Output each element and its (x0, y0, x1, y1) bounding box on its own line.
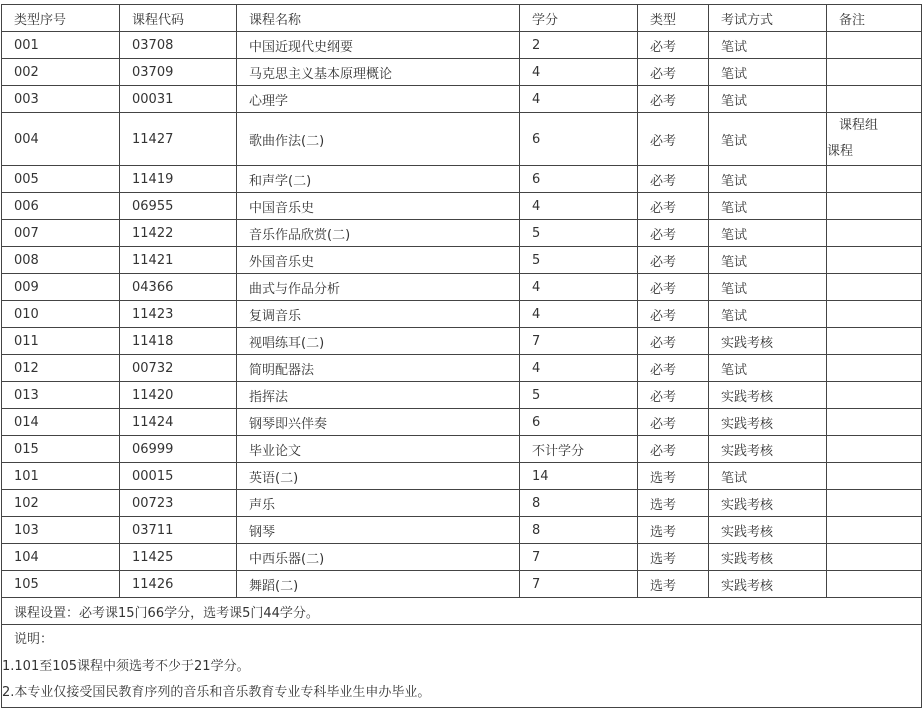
cell-note (827, 544, 922, 571)
explanation-title: 说明： (14, 632, 54, 647)
cell-name: 简明配器法 (237, 355, 520, 382)
cell-code: 11420 (120, 382, 237, 409)
cell-type: 必考 (638, 193, 709, 220)
table-row (2, 355, 922, 382)
table-row (2, 436, 922, 463)
explanation-line: 2.本专业仅接受国民教育序列的音乐和音乐教育专业专科毕业生申办毕业。 (2, 685, 431, 700)
cell-name: 声乐 (237, 490, 520, 517)
table-row (2, 382, 922, 409)
cell-exam: 笔试 (709, 59, 827, 86)
cell-code: 11425 (120, 544, 237, 571)
cell-credit: 8 (520, 517, 638, 544)
cell-code: 00015 (120, 463, 237, 490)
table-row (2, 166, 922, 193)
cell-code: 11421 (120, 247, 237, 274)
cell-name: 曲式与作品分析 (237, 274, 520, 301)
explanation-row (2, 625, 922, 708)
explanation-line: 1.101至105课程中须选考不少于21学分。 (2, 658, 250, 674)
cell-note (827, 409, 922, 436)
cell-name: 指挥法 (237, 382, 520, 409)
table-row (2, 247, 922, 274)
cell-note (827, 274, 922, 301)
table-row (2, 490, 922, 517)
cell-type: 必考 (638, 355, 709, 382)
cell-credit: 5 (520, 220, 638, 247)
cell-exam: 实践考核 (709, 490, 827, 517)
table-row (2, 32, 922, 59)
cell-type: 必考 (638, 328, 709, 355)
header-cell-name: 课程名称 (237, 5, 520, 32)
cell-exam: 笔试 (709, 86, 827, 113)
cell-exam: 笔试 (709, 463, 827, 490)
cell-credit: 4 (520, 193, 638, 220)
cell-seq: 103 (2, 517, 120, 544)
table-row (2, 328, 922, 355)
cell-type: 选考 (638, 490, 709, 517)
cell-credit: 5 (520, 247, 638, 274)
cell-note (827, 220, 922, 247)
cell-code: 11424 (120, 409, 237, 436)
cell-exam: 实践考核 (709, 571, 827, 598)
cell-type: 必考 (638, 382, 709, 409)
cell-exam: 笔试 (709, 301, 827, 328)
cell-seq: 015 (2, 436, 120, 463)
table-row (2, 220, 922, 247)
cell-name: 歌曲作法(二) (237, 113, 520, 166)
cell-credit: 2 (520, 32, 638, 59)
cell-seq: 006 (2, 193, 120, 220)
cell-exam: 笔试 (709, 247, 827, 274)
cell-seq: 012 (2, 355, 120, 382)
cell-code: 03711 (120, 517, 237, 544)
cell-exam: 实践考核 (709, 328, 827, 355)
cell-credit: 6 (520, 409, 638, 436)
cell-seq: 005 (2, 166, 120, 193)
cell-credit: 14 (520, 463, 638, 490)
cell-seq: 002 (2, 59, 120, 86)
cell-type: 必考 (638, 436, 709, 463)
cell-note (827, 59, 922, 86)
cell-exam: 笔试 (709, 193, 827, 220)
cell-type: 必考 (638, 409, 709, 436)
table-row (2, 544, 922, 571)
cell-name: 英语(二) (237, 463, 520, 490)
cell-credit: 8 (520, 490, 638, 517)
cell-seq: 102 (2, 490, 120, 517)
table-row (2, 571, 922, 598)
cell-name: 中西乐器(二) (237, 544, 520, 571)
cell-credit: 7 (520, 571, 638, 598)
cell-exam: 实践考核 (709, 436, 827, 463)
cell-type: 必考 (638, 301, 709, 328)
table-row (2, 113, 922, 166)
cell-name: 视唱练耳(二) (237, 328, 520, 355)
cell-credit: 7 (520, 544, 638, 571)
cell-type: 必考 (638, 113, 709, 166)
cell-seq: 104 (2, 544, 120, 571)
cell-exam: 实践考核 (709, 517, 827, 544)
cell-note (827, 193, 922, 220)
cell-code: 03709 (120, 59, 237, 86)
cell-seq: 105 (2, 571, 120, 598)
cell-code: 00031 (120, 86, 237, 113)
cell-exam: 笔试 (709, 355, 827, 382)
summary-row (2, 598, 922, 625)
cell-type: 必考 (638, 220, 709, 247)
cell-note (827, 113, 922, 166)
cell-exam: 笔试 (709, 166, 827, 193)
cell-name: 和声学(二) (237, 166, 520, 193)
header-row (2, 5, 922, 32)
cell-type: 必考 (638, 32, 709, 59)
cell-code: 04366 (120, 274, 237, 301)
cell-type: 选考 (638, 571, 709, 598)
cell-code: 11418 (120, 328, 237, 355)
cell-note (827, 247, 922, 274)
cell-seq: 009 (2, 274, 120, 301)
cell-exam: 实践考核 (709, 382, 827, 409)
cell-credit: 4 (520, 355, 638, 382)
cell-code: 06999 (120, 436, 237, 463)
cell-name: 毕业论文 (237, 436, 520, 463)
cell-name: 中国近现代史纲要 (237, 32, 520, 59)
cell-code: 11423 (120, 301, 237, 328)
cell-seq: 010 (2, 301, 120, 328)
cell-name: 马克思主义基本原理概论 (237, 59, 520, 86)
table-row (2, 517, 922, 544)
header-cell-exam: 考试方式 (709, 5, 827, 32)
cell-note (827, 463, 922, 490)
cell-note (827, 166, 922, 193)
note-line: 课程组 (839, 118, 879, 133)
cell-note (827, 86, 922, 113)
cell-type: 选考 (638, 517, 709, 544)
cell-credit: 4 (520, 59, 638, 86)
cell-exam: 笔试 (709, 32, 827, 59)
course-table (1, 4, 922, 708)
cell-name: 舞蹈(二) (237, 571, 520, 598)
table-row (2, 409, 922, 436)
cell-name: 外国音乐史 (237, 247, 520, 274)
table-row (2, 301, 922, 328)
cell-credit: 6 (520, 166, 638, 193)
cell-code: 11427 (120, 113, 237, 166)
cell-type: 必考 (638, 86, 709, 113)
cell-seq: 014 (2, 409, 120, 436)
header-cell-type: 类型 (638, 5, 709, 32)
cell-code: 06955 (120, 193, 237, 220)
note-line: 课程 (827, 144, 854, 159)
cell-type: 选考 (638, 463, 709, 490)
cell-note (827, 517, 922, 544)
cell-code: 11422 (120, 220, 237, 247)
header-cell-seq: 类型序号 (2, 5, 120, 32)
table-row (2, 463, 922, 490)
cell-name: 钢琴即兴伴奏 (237, 409, 520, 436)
cell-credit: 7 (520, 328, 638, 355)
cell-seq: 001 (2, 32, 120, 59)
table-row (2, 86, 922, 113)
cell-type: 必考 (638, 274, 709, 301)
cell-credit: 4 (520, 301, 638, 328)
cell-seq: 101 (2, 463, 120, 490)
cell-credit: 6 (520, 113, 638, 166)
header-cell-note: 备注 (827, 5, 922, 32)
cell-exam: 笔试 (709, 220, 827, 247)
explanation-cell (2, 625, 922, 708)
cell-type: 选考 (638, 544, 709, 571)
cell-exam: 笔试 (709, 113, 827, 166)
cell-credit: 4 (520, 274, 638, 301)
table-row (2, 193, 922, 220)
cell-name: 中国音乐史 (237, 193, 520, 220)
cell-code: 11419 (120, 166, 237, 193)
header-cell-code: 课程代码 (120, 5, 237, 32)
cell-code: 00723 (120, 490, 237, 517)
cell-note (827, 328, 922, 355)
cell-code: 03708 (120, 32, 237, 59)
cell-note (827, 32, 922, 59)
header-cell-credit: 学分 (520, 5, 638, 32)
cell-type: 必考 (638, 166, 709, 193)
cell-seq: 013 (2, 382, 120, 409)
cell-code: 00732 (120, 355, 237, 382)
cell-credit: 4 (520, 86, 638, 113)
cell-seq: 003 (2, 86, 120, 113)
cell-note (827, 571, 922, 598)
cell-note (827, 382, 922, 409)
cell-exam: 笔试 (709, 274, 827, 301)
cell-exam: 实践考核 (709, 544, 827, 571)
cell-note (827, 355, 922, 382)
cell-note (827, 490, 922, 517)
table-row (2, 59, 922, 86)
cell-name: 音乐作品欣赏(二) (237, 220, 520, 247)
table-row (2, 274, 922, 301)
cell-seq: 007 (2, 220, 120, 247)
cell-note (827, 301, 922, 328)
cell-credit: 不计学分 (520, 436, 638, 463)
cell-note (827, 436, 922, 463)
cell-exam: 实践考核 (709, 409, 827, 436)
summary-text: 课程设置：必考课15门66学分，选考课5门44学分。 (2, 598, 922, 625)
cell-name: 心理学 (237, 86, 520, 113)
cell-code: 11426 (120, 571, 237, 598)
cell-name: 复调音乐 (237, 301, 520, 328)
cell-seq: 008 (2, 247, 120, 274)
cell-seq: 004 (2, 113, 120, 166)
cell-seq: 011 (2, 328, 120, 355)
cell-credit: 5 (520, 382, 638, 409)
cell-name: 钢琴 (237, 517, 520, 544)
cell-type: 必考 (638, 59, 709, 86)
cell-type: 必考 (638, 247, 709, 274)
